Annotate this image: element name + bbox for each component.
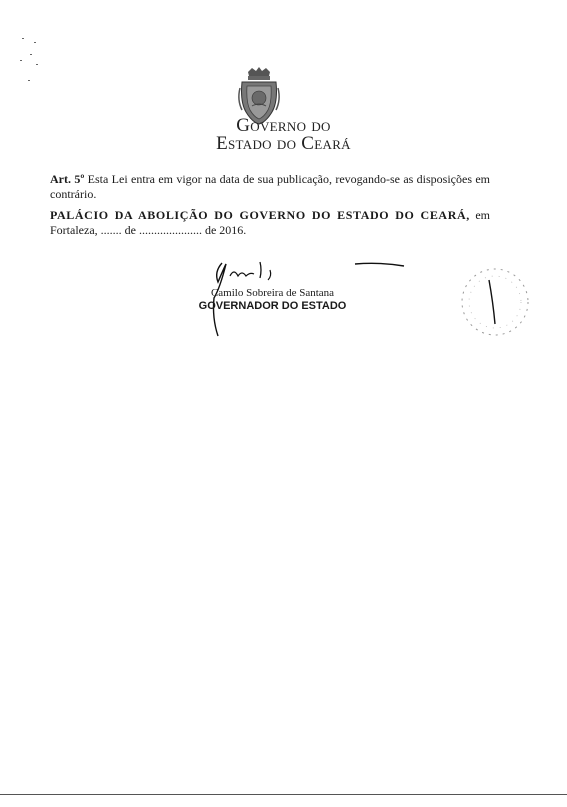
scan-speck — [28, 80, 30, 81]
signatory-name: Camilo Sobreira de Santana — [210, 287, 335, 299]
article-label: Art. 5º — [50, 172, 85, 186]
scan-speck — [22, 38, 24, 39]
government-heading-line2: Estado do Ceará — [216, 133, 351, 154]
page-bottom-rule — [0, 794, 567, 795]
article-text: Esta Lei entra em vigor na data de sua publicação, revogando-se as disposições em contrário. — [50, 172, 491, 201]
scan-speck — [36, 64, 38, 65]
article-paragraph — [50, 172, 490, 202]
scan-speck — [34, 42, 36, 43]
scan-speck — [30, 54, 32, 55]
palace-label: PALÁCIO DA ABOLIÇÃO DO GOVERNO DO ESTADO DO CEARÁ, — [50, 208, 470, 222]
signatory-title: GOVERNADOR DO ESTADO — [198, 300, 347, 312]
scan-speck — [20, 60, 22, 61]
official-seal-stamp — [455, 262, 535, 342]
palace-paragraph — [50, 208, 490, 238]
palace-text: em Fortaleza, ....... de ..................... de 2016. — [50, 208, 490, 237]
government-heading-line1: Governo do — [236, 115, 331, 136]
